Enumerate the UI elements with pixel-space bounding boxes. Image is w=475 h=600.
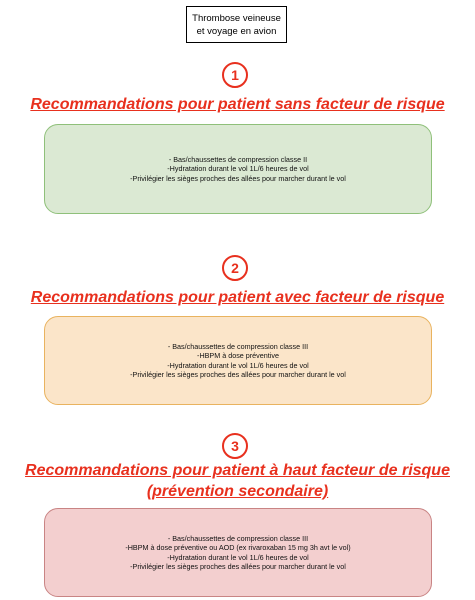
section-1-recommendations-box bbox=[44, 124, 432, 214]
title-line-1: Thrombose veineuse bbox=[192, 12, 281, 24]
section-2-item: -HBPM à dose préventive bbox=[197, 351, 279, 360]
section-1-item: - Bas/chaussettes de compression classe II bbox=[168, 154, 308, 164]
section-2-item: - Bas/chaussettes de compression classe III bbox=[167, 341, 309, 351]
section-1-item: -Hydratation durant le vol 1L/6 heures de vol bbox=[167, 164, 309, 174]
title-line-2: et voyage en avion bbox=[196, 25, 277, 37]
section-1-number: 1 bbox=[231, 67, 239, 83]
section-2-item: -Hydratation durant le vol 1L/6 heures de vol bbox=[167, 360, 309, 370]
section-3-heading-line-2: (prévention secondaire) bbox=[146, 483, 329, 500]
section-3-number: 3 bbox=[231, 438, 239, 454]
section-2-number: 2 bbox=[231, 260, 239, 276]
section-3-recommendations-box bbox=[44, 508, 432, 597]
diagram-title-box bbox=[186, 6, 287, 43]
section-3-item: -Hydratation durant le vol 1L/6 heures de vol bbox=[167, 552, 309, 562]
section-2-heading: Recommandations pour patient avec facteur de risque bbox=[30, 289, 445, 306]
section-3-item: -HBPM à dose préventive ou AOD (ex rivaroxaban 15 mg 3h avt le vol) bbox=[125, 543, 351, 552]
section-3-item: -Privilégier les sièges proches des allées pour marcher durant le vol bbox=[130, 562, 346, 571]
section-1-number-badge bbox=[222, 62, 248, 88]
section-3-heading-line-1: Recommandations pour patient à haut facteur de risque bbox=[25, 462, 450, 479]
section-2-number-badge bbox=[222, 255, 248, 281]
section-1-heading: Recommandations pour patient sans facteur de risque bbox=[30, 96, 445, 113]
section-3-number-badge bbox=[222, 433, 248, 459]
section-2-item: -Privilégier les sièges proches des allées pour marcher durant le vol bbox=[130, 370, 346, 379]
section-1-item: -Privilégier les sièges proches des allées pour marcher durant le vol bbox=[130, 173, 346, 183]
section-3-item: - Bas/chaussettes de compression classe III bbox=[167, 533, 309, 543]
section-2-recommendations-box bbox=[44, 316, 432, 405]
